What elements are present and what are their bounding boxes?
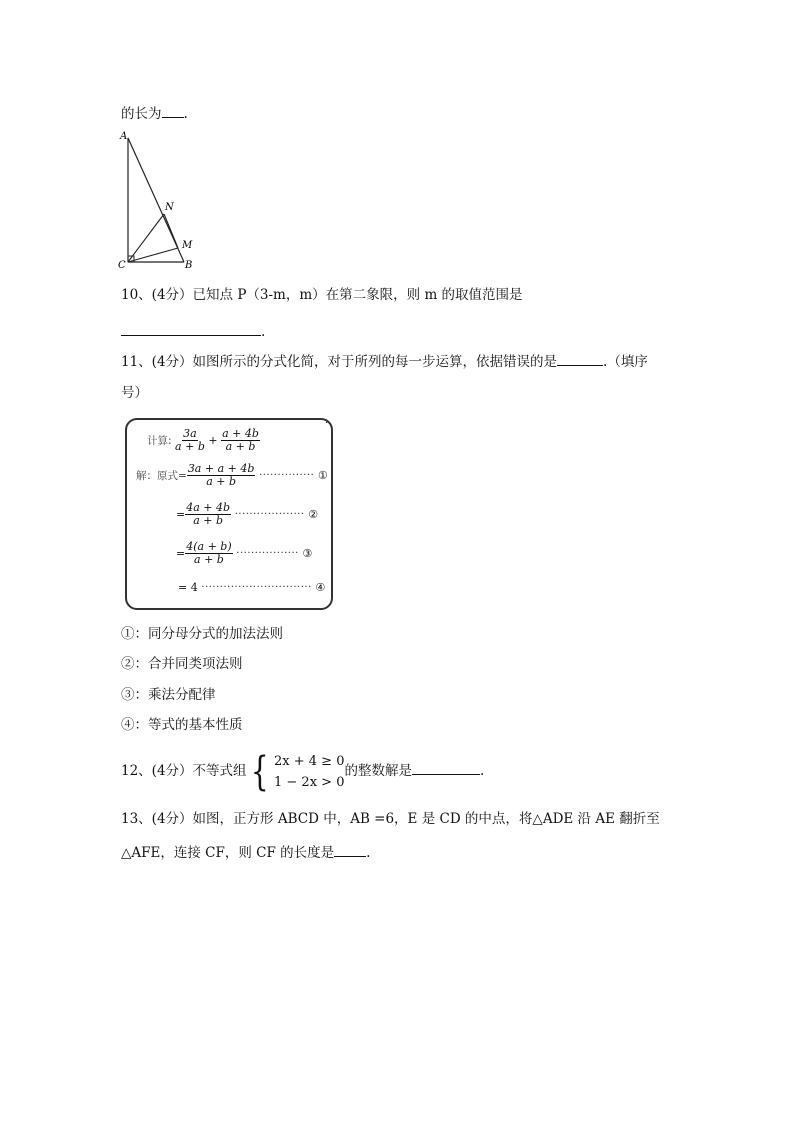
dots: ················· <box>232 548 303 559</box>
question-12 <box>121 748 484 794</box>
triangle-figure <box>112 126 202 272</box>
inequality-1: 2x + 4 ≥ 0 <box>274 753 345 769</box>
s2-num: 4a + 4b <box>186 501 231 514</box>
dots: ··················· <box>231 509 309 520</box>
label-m: M <box>182 240 193 251</box>
answer-blank <box>412 761 480 775</box>
step-mark-1: ① <box>317 469 328 482</box>
step-mark-4: ④ <box>315 581 326 594</box>
s3-den: a + b <box>194 553 224 566</box>
answer-blank <box>162 104 184 118</box>
plus-sign: + <box>208 434 218 447</box>
q13-line2 <box>121 843 370 862</box>
question-13 <box>121 810 660 828</box>
question-11 <box>121 352 648 371</box>
option-1-text: ①：同分母分式的加法法则 <box>121 626 283 642</box>
fraction-1 <box>175 428 205 453</box>
q9-end: . <box>183 106 188 122</box>
step2-fraction <box>185 502 231 527</box>
option-1 <box>121 625 283 643</box>
segment-cn <box>128 214 164 262</box>
option-2-text: ②：合并同类项法则 <box>121 656 243 672</box>
dots: ······························ <box>197 582 316 593</box>
step4-result: = 4 <box>178 581 198 594</box>
segment-nm <box>164 214 178 248</box>
solve-label: 解：原式= <box>136 470 187 482</box>
question-10 <box>121 286 523 304</box>
option-4-text: ④：等式的基本性质 <box>121 717 243 733</box>
q9-tail <box>121 104 188 123</box>
q12-end: . <box>479 763 485 779</box>
s1-den: a + b <box>206 475 236 488</box>
f2-num: a + 4b <box>222 427 259 440</box>
q13-end: . <box>366 845 371 861</box>
calc-step-1 <box>136 463 328 488</box>
option-2 <box>121 655 243 673</box>
calc-title: 计算: <box>147 435 172 447</box>
label-a: A <box>120 131 128 142</box>
calc-step-2 <box>176 502 318 527</box>
step-mark-3: ③ <box>302 547 313 560</box>
brace-icon: { <box>250 748 269 795</box>
q10-text: 10、(4分）已知点 P（3-m，m）在第二象限，则 m 的取值范围是 <box>121 287 523 303</box>
q11-line2-text: 号） <box>121 385 148 401</box>
f1-num: 3a <box>183 427 197 440</box>
q13-line2-text: △AFE，连接 CF，则 CF 的长度是 <box>121 845 335 861</box>
q10-end: . <box>261 324 266 340</box>
s3-num: 4(a + b) <box>186 540 232 553</box>
segment-cm <box>128 248 178 262</box>
option-4 <box>121 716 243 734</box>
calc-step-4 <box>178 581 325 594</box>
step1-fraction <box>187 463 256 488</box>
answer-blank <box>557 352 603 366</box>
equals-sign: = <box>176 508 186 521</box>
dots: ··············· <box>255 470 318 481</box>
inequality-2: 1 − 2x > 0 <box>274 774 345 790</box>
q11-line2 <box>121 384 148 402</box>
f2-den: a + b <box>225 440 256 453</box>
q13-line1: 13、(4分）如图，正方形 ABCD 中，AB =6，E 是 CD 的中点，将△ADE 沿 AE 翻折至 <box>121 811 660 827</box>
q12-suffix: 的整数解是 <box>344 763 412 779</box>
label-c: C <box>118 260 126 271</box>
label-b: B <box>185 260 193 271</box>
f1-den: a + b <box>175 440 205 453</box>
option-3-text: ③：乘法分配律 <box>121 687 216 703</box>
label-n: N <box>165 202 174 213</box>
step3-fraction <box>185 541 232 566</box>
calc-step-3 <box>176 541 312 566</box>
s1-num: 3a + a + 4b <box>187 462 255 475</box>
equals-sign: = <box>176 547 186 560</box>
step-mark-2: ② <box>308 508 319 521</box>
option-3 <box>121 686 216 704</box>
box-corner-mark: · <box>325 418 329 429</box>
s2-den: a + b <box>193 514 224 527</box>
inequality-system <box>247 748 345 795</box>
q11-line1-end: .（填序 <box>603 354 648 370</box>
q10-answer-line <box>121 322 265 341</box>
calc-problem <box>147 428 260 453</box>
q9-tail-text: 的长为 <box>121 106 162 122</box>
q11-text: 11、(4分）如图所示的分式化简，对于所列的每一步运算，依据错误的是 <box>121 354 558 370</box>
q12-prefix: 12、(4分）不等式组 <box>121 763 247 779</box>
answer-blank <box>121 322 261 336</box>
answer-blank <box>334 843 366 857</box>
fraction-2 <box>221 428 260 453</box>
